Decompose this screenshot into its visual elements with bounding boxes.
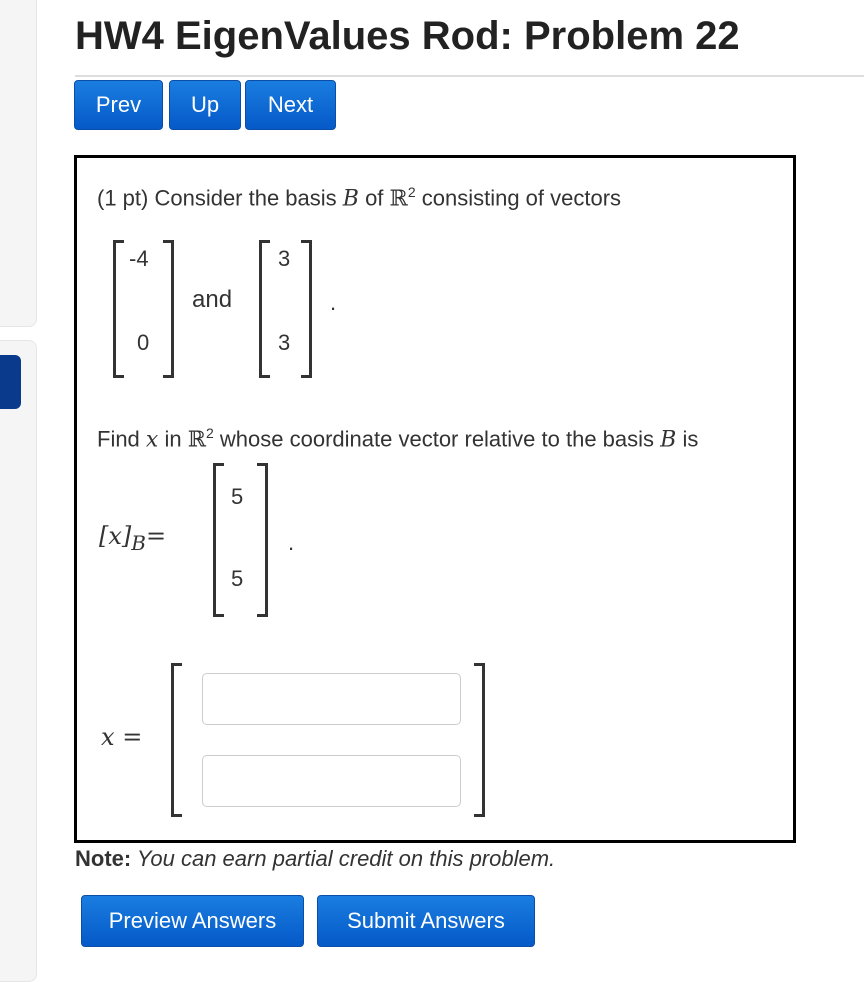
right-bracket (301, 240, 312, 378)
period: . (330, 290, 337, 315)
right-bracket (257, 463, 268, 617)
problem-box (74, 155, 796, 843)
left-bracket (259, 240, 270, 378)
preview-answers-button[interactable]: Preview Answers (81, 895, 304, 947)
problem-intro: (1 pt) Consider the basis B of ℝ$^2$ consisting of vectors (97, 184, 622, 212)
page-title: HW4 EigenValues Rod: Problem 22 (75, 14, 740, 58)
vector1-entry: 0 (137, 330, 150, 355)
left-bracket (213, 463, 224, 617)
submit-answers-button[interactable]: Submit Answers (317, 895, 535, 947)
partial-credit-note: Note: You can earn partial credit on this problem. (75, 846, 556, 871)
vector1-entry: -4 (129, 246, 149, 271)
up-button[interactable]: Up (169, 80, 241, 130)
prev-button[interactable]: Prev (74, 80, 163, 130)
and-text: and (192, 286, 233, 313)
vector2-entry: 3 (278, 246, 291, 271)
sidebar-panel (0, 0, 37, 327)
left-bracket (171, 663, 182, 817)
coord-entry: 5 (231, 484, 244, 509)
coord-entry: 5 (231, 566, 244, 591)
right-bracket (163, 240, 174, 378)
coord-lhs: $[x]_B=$ (99, 522, 167, 555)
sidebar-panel-lower (0, 340, 37, 982)
left-bracket (113, 240, 124, 378)
answer-lhs: x = (101, 723, 143, 751)
find-text: Find x in ℝ$^2$ whose coordinate vector relative to the basis B is (97, 425, 699, 453)
next-button[interactable]: Next (245, 80, 336, 130)
period: . (288, 530, 295, 555)
title-divider (75, 75, 864, 77)
right-bracket (474, 663, 485, 817)
answer-input-1[interactable] (202, 673, 461, 725)
answer-input-2[interactable] (202, 755, 461, 807)
sidebar-active-item[interactable] (0, 355, 21, 409)
vector2-entry: 3 (278, 330, 291, 355)
